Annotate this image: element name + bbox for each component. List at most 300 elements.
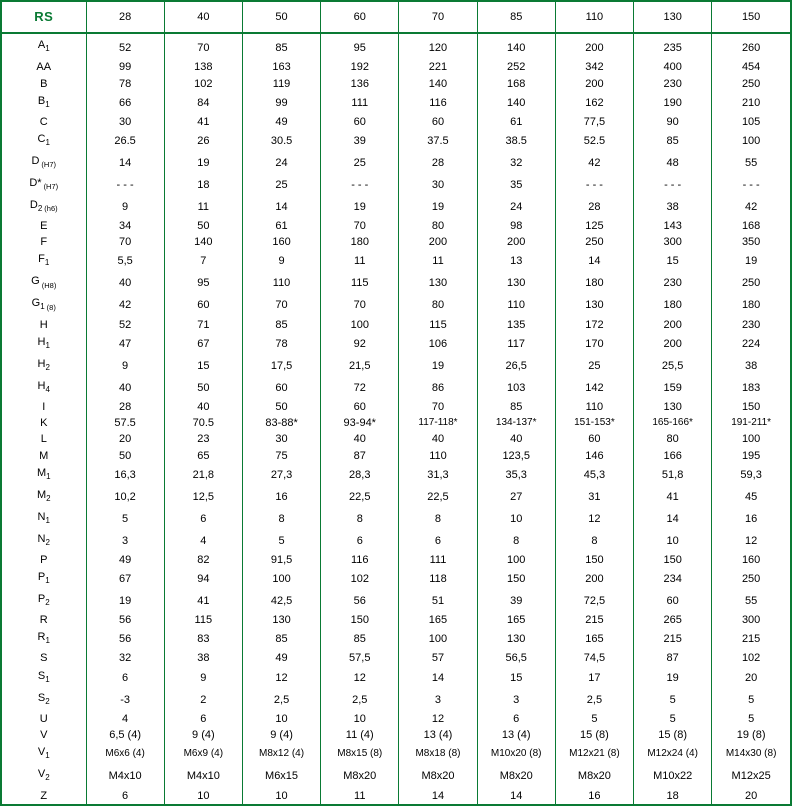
table-row bbox=[2, 711, 790, 727]
table-cell: 160 bbox=[741, 553, 761, 566]
table-cell: 19 bbox=[321, 196, 399, 218]
table-cell: 100 bbox=[741, 433, 761, 446]
table-cell: 210 bbox=[741, 96, 761, 109]
table-cell: 78 bbox=[242, 333, 320, 355]
table-cell: M8x20 bbox=[555, 765, 633, 787]
table-cell: 150 bbox=[477, 568, 555, 590]
table-cell: 136 bbox=[321, 75, 399, 91]
row-label bbox=[2, 174, 86, 196]
table-cell: 14 bbox=[399, 667, 477, 689]
table-cell: 150 bbox=[741, 400, 761, 413]
table-cell: 119 bbox=[242, 75, 320, 91]
table-row bbox=[2, 196, 790, 218]
table-cell: -3 bbox=[86, 689, 164, 711]
table-cell: 20 bbox=[745, 671, 758, 684]
table-cell: 75 bbox=[242, 448, 320, 464]
table-cell: 15 bbox=[477, 667, 555, 689]
table-cell: 180 bbox=[634, 294, 712, 316]
table-cell: 78 bbox=[86, 75, 164, 91]
row-label-text: M bbox=[36, 488, 47, 501]
table-cell: 51 bbox=[399, 590, 477, 612]
table-cell: 140 bbox=[399, 75, 477, 91]
table-cell: 21,8 bbox=[164, 464, 242, 486]
table-cell: M14x30 (8) bbox=[725, 748, 777, 760]
table-cell: 215 bbox=[634, 628, 712, 650]
table-cell: 2,5 bbox=[242, 689, 320, 711]
table-cell: 18 bbox=[164, 174, 242, 196]
table-cell: 86 bbox=[399, 377, 477, 399]
table-cell: 30 bbox=[242, 431, 320, 447]
table-cell: 102 bbox=[164, 75, 242, 91]
table-cell: 40 bbox=[164, 399, 242, 415]
table-cell: 6 bbox=[399, 530, 477, 552]
table-cell: 200 bbox=[555, 33, 633, 59]
table-cell: 2 bbox=[164, 689, 242, 711]
row-label-subscript: 1 bbox=[45, 751, 50, 761]
corner-header-rs: RS bbox=[2, 2, 86, 33]
table-cell: 15 (8) bbox=[555, 727, 633, 743]
row-label-text: S bbox=[37, 691, 46, 704]
table-cell: 6 bbox=[86, 667, 164, 689]
table-cell: 2,5 bbox=[321, 689, 399, 711]
table-cell: 26 bbox=[164, 130, 242, 152]
table-cell: 50 bbox=[164, 377, 242, 399]
table-cell: 5 bbox=[242, 530, 320, 552]
table-row bbox=[2, 114, 790, 130]
table-cell: 3 bbox=[477, 689, 555, 711]
table-cell: 4 bbox=[164, 530, 242, 552]
table-cell: 12 bbox=[242, 667, 320, 689]
row-label-text: F bbox=[38, 253, 45, 266]
table-cell: 61 bbox=[477, 114, 555, 130]
table-cell: 7 bbox=[164, 250, 242, 272]
table-cell: 13 (4) bbox=[399, 727, 477, 743]
table-cell: 106 bbox=[399, 333, 477, 355]
table-row bbox=[2, 75, 790, 91]
table-row bbox=[2, 431, 790, 447]
table-cell: 111 bbox=[321, 92, 399, 114]
table-row bbox=[2, 787, 790, 804]
table-cell: 168 bbox=[741, 220, 761, 233]
table-cell: 250 bbox=[741, 277, 761, 290]
table-cell: 180 bbox=[321, 234, 399, 250]
table-cell: 100 bbox=[321, 316, 399, 332]
table-cell: 100 bbox=[399, 628, 477, 650]
table-cell: 16 bbox=[745, 512, 758, 525]
table-cell: 60 bbox=[634, 590, 712, 612]
row-label-text: M bbox=[39, 449, 49, 462]
column-header: 110 bbox=[555, 2, 633, 33]
row-label bbox=[2, 530, 86, 552]
row-label-text: AA bbox=[36, 61, 52, 74]
row-label bbox=[2, 316, 86, 332]
row-label bbox=[2, 59, 86, 75]
table-cell: 14 bbox=[86, 152, 164, 174]
table-cell: 12,5 bbox=[164, 486, 242, 508]
table-cell: M4x10 bbox=[164, 765, 242, 787]
row-label-subscript: 1 bbox=[45, 636, 50, 646]
table-cell: 80 bbox=[634, 431, 712, 447]
table-cell: 20 bbox=[86, 431, 164, 447]
table-cell: M8x12 (4) bbox=[242, 743, 320, 765]
table-cell: 85 bbox=[321, 628, 399, 650]
row-label-subscript: 1 bbox=[45, 515, 50, 525]
table-cell: 28 bbox=[399, 152, 477, 174]
table-cell: 70.5 bbox=[164, 415, 242, 431]
row-label-text: A bbox=[37, 39, 46, 52]
table-cell: 150 bbox=[634, 552, 712, 568]
table-cell: 8 bbox=[399, 508, 477, 530]
table-cell: 15 bbox=[634, 250, 712, 272]
row-label-subscript: 1 bbox=[45, 138, 50, 148]
table-cell: 56 bbox=[86, 612, 164, 628]
row-label bbox=[2, 152, 86, 174]
table-cell: 120 bbox=[399, 33, 477, 59]
table-cell: 57.5 bbox=[86, 415, 164, 431]
row-label-text: B bbox=[37, 94, 46, 107]
table-cell: 84 bbox=[164, 92, 242, 114]
table-cell: 50 bbox=[86, 448, 164, 464]
table-cell: 102 bbox=[741, 652, 761, 665]
table-cell: 110 bbox=[242, 272, 320, 294]
row-label bbox=[2, 743, 86, 765]
table-cell: 31 bbox=[555, 486, 633, 508]
table-row bbox=[2, 218, 790, 234]
table-row bbox=[2, 234, 790, 250]
table-cell: 85 bbox=[242, 316, 320, 332]
table-cell: M10x20 (8) bbox=[477, 743, 555, 765]
row-label bbox=[2, 727, 86, 743]
table-cell: M6x9 (4) bbox=[164, 743, 242, 765]
table-cell: 39 bbox=[477, 590, 555, 612]
column-header: 70 bbox=[399, 2, 477, 33]
table-row bbox=[2, 628, 790, 650]
row-label-text: U bbox=[39, 712, 48, 725]
table-row bbox=[2, 590, 790, 612]
table-cell: 40 bbox=[477, 431, 555, 447]
row-label bbox=[2, 250, 86, 272]
table-cell: 5 bbox=[634, 689, 712, 711]
table-cell: 12 bbox=[745, 534, 758, 547]
table-cell: 250 bbox=[741, 573, 761, 586]
table-cell: 140 bbox=[164, 234, 242, 250]
row-label-text: S bbox=[40, 652, 48, 665]
table-cell: - - - bbox=[321, 174, 399, 196]
table-cell: 224 bbox=[741, 337, 761, 350]
row-label bbox=[2, 92, 86, 114]
table-cell: 6 bbox=[321, 530, 399, 552]
table-cell: 70 bbox=[86, 234, 164, 250]
row-label-text: I bbox=[42, 400, 46, 413]
table-cell: 65 bbox=[164, 448, 242, 464]
table-cell: 115 bbox=[321, 272, 399, 294]
table-cell: 5 bbox=[748, 712, 755, 725]
table-cell: 50 bbox=[242, 399, 320, 415]
table-cell: 10 bbox=[242, 711, 320, 727]
column-header: 40 bbox=[164, 2, 242, 33]
table-cell: 230 bbox=[634, 272, 712, 294]
table-cell: 3 bbox=[399, 689, 477, 711]
table-cell: 16 bbox=[242, 486, 320, 508]
table-cell: 26.5 bbox=[86, 130, 164, 152]
table-cell: 49 bbox=[242, 114, 320, 130]
row-label bbox=[2, 787, 86, 804]
table-cell: 42,5 bbox=[242, 590, 320, 612]
table-cell: 27,3 bbox=[242, 464, 320, 486]
table-cell: 17,5 bbox=[242, 355, 320, 377]
table-cell: 55 bbox=[745, 156, 758, 169]
table-row bbox=[2, 448, 790, 464]
table-cell: - - - bbox=[86, 174, 164, 196]
table-cell: 9 (4) bbox=[164, 727, 242, 743]
table-cell: 90 bbox=[634, 114, 712, 130]
row-label-text: R bbox=[39, 614, 48, 627]
table-cell: 140 bbox=[477, 33, 555, 59]
table-cell: 9 bbox=[86, 355, 164, 377]
table-cell: 23 bbox=[164, 431, 242, 447]
table-cell: 35 bbox=[477, 174, 555, 196]
table-cell: 19 bbox=[399, 196, 477, 218]
row-label bbox=[2, 667, 86, 689]
table-cell: 191-211* bbox=[731, 417, 772, 429]
table-cell: 85 bbox=[242, 33, 320, 59]
table-cell: 118 bbox=[399, 568, 477, 590]
table-cell: 35,3 bbox=[477, 464, 555, 486]
row-label-text: S bbox=[37, 669, 46, 682]
row-label-subscript: 2 bbox=[45, 362, 50, 372]
table-cell: 146 bbox=[555, 448, 633, 464]
row-label-tolerance: (H7) bbox=[41, 160, 57, 169]
table-cell: 180 bbox=[741, 299, 761, 312]
table-cell: 130 bbox=[555, 294, 633, 316]
table-cell: 300 bbox=[741, 614, 761, 627]
table-cell: 151-153* bbox=[555, 415, 633, 431]
table-cell: 14 bbox=[634, 508, 712, 530]
row-label bbox=[2, 552, 86, 568]
table-cell: 162 bbox=[555, 92, 633, 114]
table-cell: 71 bbox=[164, 316, 242, 332]
table-cell: 32 bbox=[477, 152, 555, 174]
table-cell: 166 bbox=[634, 448, 712, 464]
table-row bbox=[2, 316, 790, 332]
table-cell: 99 bbox=[86, 59, 164, 75]
table-cell: 48 bbox=[634, 152, 712, 174]
table-row bbox=[2, 508, 790, 530]
row-label bbox=[2, 130, 86, 152]
table-row bbox=[2, 399, 790, 415]
table-cell: 50 bbox=[164, 218, 242, 234]
row-label-subscript: 1 bbox=[40, 302, 45, 312]
table-cell: 125 bbox=[555, 218, 633, 234]
table-cell: 300 bbox=[634, 234, 712, 250]
row-label-text: H bbox=[39, 318, 48, 331]
table-cell: 200 bbox=[399, 234, 477, 250]
table-cell: 160 bbox=[242, 234, 320, 250]
table-cell: 8 bbox=[242, 508, 320, 530]
table-cell: 14 bbox=[477, 787, 555, 804]
row-label-subscript: 2 bbox=[45, 598, 50, 608]
table-cell: 11 bbox=[399, 250, 477, 272]
table-cell: 17 bbox=[555, 667, 633, 689]
table-cell: 37.5 bbox=[399, 130, 477, 152]
row-label bbox=[2, 568, 86, 590]
table-cell: 116 bbox=[321, 552, 399, 568]
row-label bbox=[2, 486, 86, 508]
table-cell: 40 bbox=[399, 431, 477, 447]
table-cell: 140 bbox=[477, 92, 555, 114]
table-cell: - - - bbox=[634, 174, 712, 196]
table-row bbox=[2, 667, 790, 689]
row-label-text: D bbox=[29, 198, 38, 211]
row-label-text: D bbox=[31, 154, 40, 167]
row-label bbox=[2, 689, 86, 711]
row-label bbox=[2, 399, 86, 415]
table-cell: 195 bbox=[741, 449, 761, 462]
table-cell: M8x20 bbox=[477, 765, 555, 787]
table-cell: 110 bbox=[555, 399, 633, 415]
row-label bbox=[2, 272, 86, 294]
table-cell: M6x15 bbox=[242, 765, 320, 787]
table-cell: 143 bbox=[634, 218, 712, 234]
row-label-text: V bbox=[40, 729, 48, 742]
row-label-text: Z bbox=[40, 789, 48, 802]
table-cell: 117-118* bbox=[399, 415, 477, 431]
table-cell: 110 bbox=[399, 448, 477, 464]
row-label bbox=[2, 294, 86, 316]
row-label-subscript: 2 bbox=[37, 203, 43, 213]
row-label bbox=[2, 448, 86, 464]
table-cell: 19 bbox=[634, 667, 712, 689]
table-cell: 67 bbox=[164, 333, 242, 355]
table-cell: 400 bbox=[634, 59, 712, 75]
table-cell: M12x25 bbox=[731, 770, 771, 783]
table-cell: 235 bbox=[634, 33, 712, 59]
row-label-subscript: 1 bbox=[45, 576, 50, 586]
row-label-text: N bbox=[37, 532, 46, 545]
row-label bbox=[2, 218, 86, 234]
table-cell: - - - bbox=[742, 178, 760, 191]
table-cell: 80 bbox=[399, 218, 477, 234]
table-cell: 4 bbox=[86, 711, 164, 727]
table-row bbox=[2, 377, 790, 399]
row-label-subscript: 2 bbox=[45, 696, 50, 706]
table-cell: 25 bbox=[555, 355, 633, 377]
table-cell: 32 bbox=[86, 650, 164, 666]
table-cell: 13 (4) bbox=[477, 727, 555, 743]
table-cell: 51,8 bbox=[634, 464, 712, 486]
table-cell: 24 bbox=[242, 152, 320, 174]
row-label bbox=[2, 765, 86, 787]
table-cell: 56 bbox=[321, 590, 399, 612]
table-cell: 67 bbox=[86, 568, 164, 590]
table-cell: M8x18 (8) bbox=[399, 743, 477, 765]
row-label bbox=[2, 33, 86, 59]
table-cell: 25 bbox=[321, 152, 399, 174]
table-cell: 5 bbox=[86, 508, 164, 530]
table-row bbox=[2, 174, 790, 196]
table-cell: 111 bbox=[399, 552, 477, 568]
table-cell: 22,5 bbox=[321, 486, 399, 508]
table-cell: M12x24 (4) bbox=[634, 743, 712, 765]
table-cell: 98 bbox=[477, 218, 555, 234]
table-cell: 192 bbox=[321, 59, 399, 75]
row-label-text: H bbox=[37, 379, 46, 392]
header-row bbox=[2, 2, 790, 33]
table-cell: 110 bbox=[477, 294, 555, 316]
table-cell: 250 bbox=[555, 234, 633, 250]
row-label-text: M bbox=[36, 466, 47, 479]
table-cell: 200 bbox=[634, 316, 712, 332]
table-cell: 200 bbox=[555, 75, 633, 91]
table-cell: 92 bbox=[321, 333, 399, 355]
table-cell: 94 bbox=[164, 568, 242, 590]
table-cell: 19 bbox=[164, 152, 242, 174]
table-cell: 60 bbox=[321, 399, 399, 415]
table-cell: 38.5 bbox=[477, 130, 555, 152]
table-cell: 150 bbox=[555, 552, 633, 568]
table-cell: 52 bbox=[86, 33, 164, 59]
table-cell: 40 bbox=[321, 431, 399, 447]
table-cell: 183 bbox=[741, 381, 761, 394]
table-cell: 56,5 bbox=[477, 650, 555, 666]
row-label-subscript: 1 bbox=[46, 471, 51, 481]
table-row bbox=[2, 59, 790, 75]
table-cell: 14 bbox=[242, 196, 320, 218]
table-cell: 47 bbox=[86, 333, 164, 355]
table-cell: 159 bbox=[634, 377, 712, 399]
table-cell: 45,3 bbox=[555, 464, 633, 486]
table-cell: 25 bbox=[242, 174, 320, 196]
table-cell: 57,5 bbox=[321, 650, 399, 666]
row-label-subscript: 1 bbox=[45, 44, 50, 54]
table-cell: 30 bbox=[86, 114, 164, 130]
table-cell: 12 bbox=[321, 667, 399, 689]
table-cell: 70 bbox=[164, 33, 242, 59]
table-cell: 16,3 bbox=[86, 464, 164, 486]
table-row bbox=[2, 568, 790, 590]
row-label-text: G bbox=[31, 297, 41, 310]
table-cell: 105 bbox=[741, 115, 761, 128]
table-cell: 172 bbox=[555, 316, 633, 332]
table-cell: 19 bbox=[745, 255, 758, 268]
table-cell: 350 bbox=[741, 236, 761, 249]
table-cell: 49 bbox=[242, 650, 320, 666]
table-cell: 115 bbox=[164, 612, 242, 628]
table-cell: 163 bbox=[242, 59, 320, 75]
row-label bbox=[2, 355, 86, 377]
table-cell: 24 bbox=[477, 196, 555, 218]
table-cell: 130 bbox=[477, 628, 555, 650]
table-row bbox=[2, 294, 790, 316]
table-cell: 40 bbox=[86, 377, 164, 399]
table-cell: 27 bbox=[477, 486, 555, 508]
row-label-text: B bbox=[40, 77, 48, 90]
table-cell: M10x22 bbox=[634, 765, 712, 787]
table-cell: 34 bbox=[86, 218, 164, 234]
table-row bbox=[2, 765, 790, 787]
table-cell: 2,5 bbox=[555, 689, 633, 711]
table-cell: 10,2 bbox=[86, 486, 164, 508]
table-cell: 9 bbox=[164, 667, 242, 689]
table-cell: 10 bbox=[321, 711, 399, 727]
table-cell: 9 (4) bbox=[242, 727, 320, 743]
table-cell: 100 bbox=[477, 552, 555, 568]
table-cell: 70 bbox=[242, 294, 320, 316]
table-cell: 19 (8) bbox=[736, 729, 766, 742]
table-cell: 252 bbox=[477, 59, 555, 75]
dimensions-table bbox=[2, 2, 790, 804]
table-cell: 95 bbox=[321, 33, 399, 59]
